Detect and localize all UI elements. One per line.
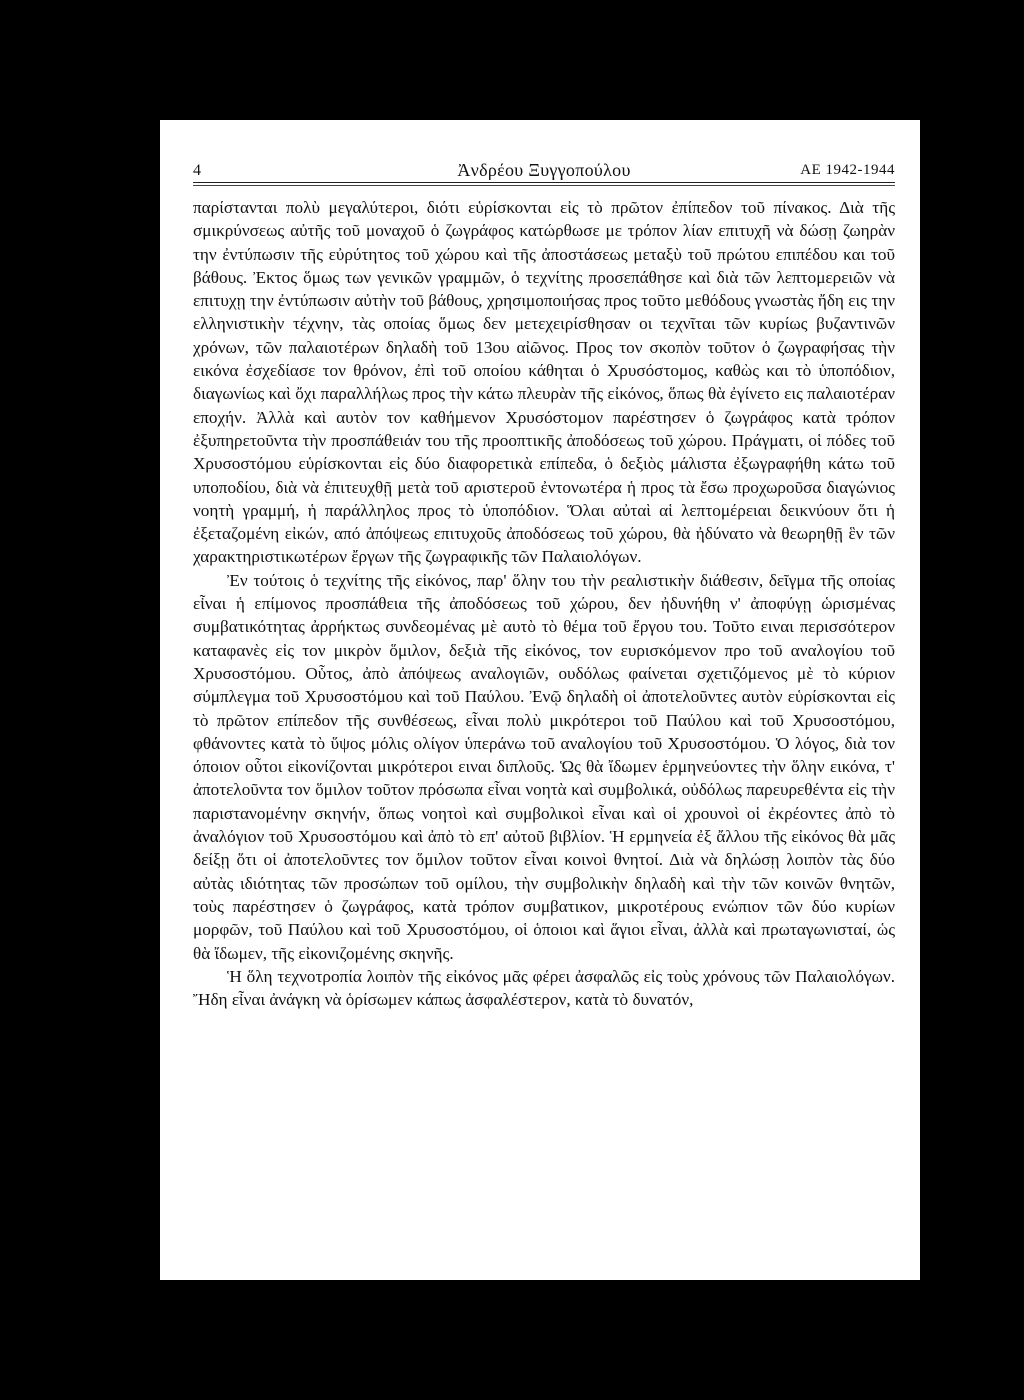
running-header: [193, 158, 895, 184]
paragraph-3: Ἡ ὅλη τεχνοτροπία λοιπὸν τῆς εἰκόνος μᾶς φέρει ἀσφαλῶς εἰς τοὺς χρόνους τῶν Παλαιολόγων. Ἤδη εἶναι ἀνάγκη νὰ ὁρίσωμεν κάπως ἀσφαλέστερον, κατὰ τὸ δυνατόν,: [193, 966, 895, 1010]
paragraph-2: Ἐν τούτοις ὁ τεχνίτης τῆς εἰκόνος, παρ' ὅλην του τὴν ρεαλιστικὴν διάθεσιν, δεῖγμα τῆς οποίας εἶναι ἡ επίμονος προσπάθεια τῆς ἀποδόσεως τοῦ χώρου, δεν ἠδυνήθη ν' ἀποφύγῃ ὡρισμένας συμβατικότητας ἀρρήκτως συνδεομένας μὲ αυτὸ τὸ θέμα τοῦ ἔργου του. Τοῦτο ειναι περισσότερον καταφανὲς εἰς τον μικρὸν ὅμιλον, δεξιὰ τῆς εἰκόνος, τον ευρισκόμενον προ τοῦ αναλογίου τοῦ Χρυσοστόμου. Οὗτος, ἀπὸ ἀπόψεως αναλογιῶν, ουδόλως φαίνεται σχετιζόμενος μὲ τὸ κύριον σύμπλεγμα τοῦ Χρυσοστόμου καὶ τοῦ Παύλου. Ἐνῷ δηλαδὴ οἱ ἀποτελοῦντες αυτὸν εὑρίσκονται εἰς τὸ πρῶτον επίπεδον τῆς συνθέσεως, εἶναι πολὺ μικρότεροι τοῦ Παύλου καὶ τοῦ Χρυσοστόμου, φθάνοντες κατὰ τὸ ὕψος μόλις ολίγον ὑπεράνω τοῦ αναλογίου τοῦ Χρυσοστόμου. Ὁ λόγος, διὰ τον όποιον οὗτοι εἰκονίζονται μικρότεροι ειναι διπλοῦς. Ὡς θὰ ἴδωμεν ἑρμηνεύοντες τὴν ὅλην εικόνα, τ' ἀποτελοῦντα τον ὅμιλον τοῦτον πρόσωπα εἶναι νοητὰ καὶ συμβολικά, οὐδόλως παρευρεθέντα εἰς τὴν παριστανομένην σκηνήν, ὅπως νοητοὶ καὶ συμβολικοὶ εἶναι καὶ οἱ χρουνοὶ οἱ ἐκρέοντες ἀπὸ τὸ ἀναλόγιον τοῦ Χρυσοστόμου καὶ ἀπὸ τὸ επ' αὐτοῦ βιβλίον. Ἡ ερμηνεία ἐξ ἄλλου τῆς εἰκόνος θὰ μᾶς δείξῃ ὅτι οἱ ἀποτελοῦντες τον ὅμιλον τοῦτον εἶναι κοινοὶ θνητοί. Διὰ νὰ δηλώσῃ λοιπὸν τὰς δύο αὐτὰς ιδιότητας τῶν προσώπων τοῦ ομίλου, τὴν συμβολικὴν δηλαδὴ καὶ τὴν τῶν κοινῶν θνητῶν, τοὺς παρέστησεν ὁ ζωγράφος, κατὰ τρόπον συμβατικον, μικροτέρους ενώπιον τῶν δύο κυρίων μορφῶν, τοῦ Παύλου καὶ τοῦ Χρυσοστόμου, οἱ ὁποιοι καὶ ἅγιοι εἶναι, ἀλλὰ καὶ πρωταγωνισταί, ὡς θὰ ἴδωμεν, τῆς εἰκονιζομένης σκηνῆς.: [193, 570, 895, 963]
header-rule-secondary: [193, 185, 895, 186]
running-title: Ἀνδρέου Ξυγγοπούλου: [457, 160, 631, 180]
volume-reference: ΑΕ 1942-1944: [800, 162, 895, 178]
page-number: 4: [193, 162, 201, 179]
body-text: [193, 196, 895, 1011]
paragraph-1: παρίστανται πολὺ μεγαλύτεροι, διότι εὑρίσκονται εἰς τὸ πρῶτον ἐπίπεδον τοῦ πίνακος. Διὰ τῆς σμικρύνσεως αὐτῆς τοῦ μοναχοῦ ὁ ζωγράφος κατώρθωσε με τρόπον λίαν επιτυχῆ νὰ δώσῃ ζωηρὰν την ἐντύπωσιν τῆς εὐρύτητος τοῦ χώρου καὶ τῆς ἀποστάσεως μεταξὺ τοῦ πρώτου επιπέδου και τοῦ βάθους. Ἐκτος ὅμως των γενικῶν γραμμῶν, ὁ τεχνίτης προσεπάθησε καὶ διὰ τῶν λεπτομερειῶν νὰ επιτυχῃ την ἐντύπωσιν αὐτὴν τοῦ βάθους, χρησιμοποιήσας προς τοῦτο μεθόδους γνωστὰς ἤδη εις την ελληνιστικὴν τέχνην, τὰς οποίας ὅμως δεν μετεχειρίσθησαν οι τεχνῖται τῶν κυρίως βυζαντινῶν χρόνων, τῶν παλαιοτέρων δηλαδὴ τοῦ 13ου αἰῶνος. Προς τον σκοπὸν τοῦτον ὁ ζωγραφήσας τὴν εικόνα ἐσχεδίασε τον θρόνον, ἐπὶ τοῦ οποίου κάθηται ὁ Χρυσόστομος, καθὼς και τὸ ὑποπόδιον, διαγωνίως καὶ ὄχι παραλλήλως προς τὴν κάτω πλευρὰν τῆς εἰκόνος, ὅπως θὰ ἐγίνετο εις παλαιοτέραν εποχήν. Ἀλλὰ καὶ αυτὸν τον καθήμενον Χρυσόστομον παρέστησεν ὁ ζωγράφος κατὰ τρόπον ἐξυπηρετοῦντα τὴν προσπάθειάν του τῆς προοπτικῆς ἀποδόσεως τοῦ χώρου. Πράγματι, οἱ πόδες τοῦ Χρυσοστόμου εὑρίσκονται εἰς δύο διαφορετικὰ επίπεδα, ὁ δεξιὸς μάλιστα ἐξωγραφήθη κάτω τοῦ υποποδίου, διὰ νὰ ἐπιτευχθῇ μετὰ τοῦ αριστεροῦ ἐντονωτέρα ἡ προς τὰ ἔσω προχωροῦσα διαγώνιος νοητὴ γραμμή, ἡ παράλληλος προς τὸ ὑποπόδιον. Ὅλαι αὐταὶ αἱ λεπτομέρειαι δεικνύουν ὅτι ἡ ἐξεταζομένη εἰκών, από ἀπόψεως επιτυχοῦς ἀποδόσεως τοῦ χώρου, θὰ ἠδύνατο νὰ θεωρηθῇ ἓν τῶν χαρακτηριστικωτέρων ἔργων τῆς ζωγραφικῆς τῶν Παλαιολόγων.: [193, 198, 895, 567]
header-rule: [193, 182, 895, 183]
